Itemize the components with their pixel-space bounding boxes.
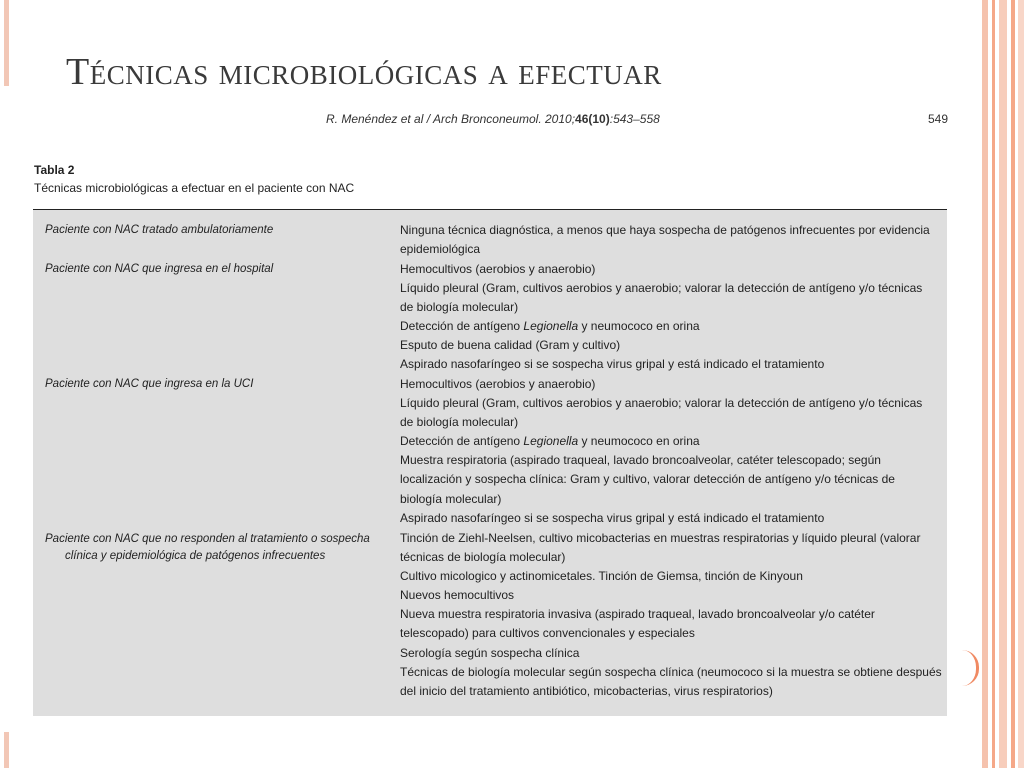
condition-line: Paciente con NAC tratado ambulatoriamente xyxy=(45,224,274,236)
technique-line: Líquido pleural (Gram, cultivos aerobios y anaerobio; valorar la detección de antígeno y/o técnicas xyxy=(400,281,923,296)
row-condition xyxy=(45,261,385,278)
row-techniques xyxy=(400,260,940,375)
technique-line: Aspirado nasofaríngeo si se sospecha virus gripal y está indicado el tratamiento xyxy=(400,510,825,525)
technique-line: de biología molecular) xyxy=(400,415,519,430)
technique-line: Técnicas de biología molecular según sospecha clínica (neumococo si la muestra se obtiene después xyxy=(400,664,942,679)
table-caption: Técnicas microbiológicas a efectuar en el paciente con NAC xyxy=(34,181,355,195)
row-condition xyxy=(45,376,385,393)
row-techniques xyxy=(400,375,940,528)
row-condition xyxy=(45,222,385,239)
technique-line: telescopado) para cultivos convencionales y especiales xyxy=(400,626,695,641)
technique-line: de biología molecular) xyxy=(400,300,519,315)
technique-line: del inicio del tratamiento antibiótico, micobacterias, virus respiratorios) xyxy=(400,683,773,698)
technique-line: localización y sospecha clínica: Gram y cultivo, valorar detección de antígeno y/o técnicas de xyxy=(400,472,895,487)
condition-line: clínica y epidemiológica de patógenos infrecuentes xyxy=(65,550,326,562)
slide-title: Técnicas microbiológicas a efectuar xyxy=(66,51,662,93)
technique-line: Líquido pleural (Gram, cultivos aerobios y anaerobio; valorar la detección de antígeno y/o técnicas xyxy=(400,396,923,411)
technique-line: epidemiológica xyxy=(400,242,481,257)
circle-decor xyxy=(962,650,979,686)
citation-issue: (10) xyxy=(588,112,610,126)
technique-line: Hemocultivos (aerobios y anaerobio) xyxy=(400,262,596,276)
table-label: Tabla 2 xyxy=(34,163,75,177)
row-techniques xyxy=(400,529,940,701)
techniques-table xyxy=(33,209,947,716)
technique-line: Detección de antígeno Legionella y neumococo en orina xyxy=(400,434,700,449)
left-decor-bar-bottom xyxy=(4,732,9,768)
citation-prefix: R. Menéndez et al / Arch Bronconeumol. 2010; xyxy=(326,112,576,126)
technique-line: Serología según sospecha clínica xyxy=(400,645,580,660)
citation-pages: :543–558 xyxy=(609,112,660,126)
right-decor-stripes xyxy=(982,0,1024,768)
page-number: 549 xyxy=(927,112,948,126)
row-condition xyxy=(45,531,385,565)
technique-line: Nuevos hemocultivos xyxy=(400,588,515,603)
technique-line: Muestra respiratoria (aspirado traqueal, lavado broncoalveolar, catéter telescopado; según xyxy=(400,453,881,468)
journal-header xyxy=(326,112,948,130)
technique-line: biología molecular) xyxy=(400,491,502,506)
technique-line: Cultivo micologico y actinomicetales. Tinción de Giemsa, tinción de Kinyoun xyxy=(400,569,803,584)
technique-line: Esputo de buena calidad (Gram y cultivo) xyxy=(400,338,621,353)
citation-volume: 46 xyxy=(575,112,589,126)
technique-line: Nueva muestra respiratoria invasiva (aspirado traqueal, lavado broncoalveolar y/o catéter xyxy=(400,607,875,622)
condition-line: Paciente con NAC que ingresa en el hospital xyxy=(45,263,274,275)
row-techniques xyxy=(400,221,940,259)
technique-line: Aspirado nasofaríngeo si se sospecha virus gripal y está indicado el tratamiento xyxy=(400,357,825,372)
technique-line: Hemocultivos (aerobios y anaerobio) xyxy=(400,377,596,391)
condition-line: Paciente con NAC que no responden al tratamiento o sospecha xyxy=(45,533,370,545)
technique-line: técnicas de biología molecular) xyxy=(400,550,566,565)
technique-line: Ninguna técnica diagnóstica, a menos que haya sospecha de patógenos infrecuentes por evidencia xyxy=(400,223,930,237)
technique-line: Tinción de Ziehl-Neelsen, cultivo micobacterias en muestras respiratorias y líquido pleural (valorar xyxy=(400,531,921,545)
technique-line: Detección de antígeno Legionella y neumococo en orina xyxy=(400,319,700,334)
condition-line: Paciente con NAC que ingresa en la UCI xyxy=(45,378,254,390)
left-decor-bar-top xyxy=(4,0,9,86)
